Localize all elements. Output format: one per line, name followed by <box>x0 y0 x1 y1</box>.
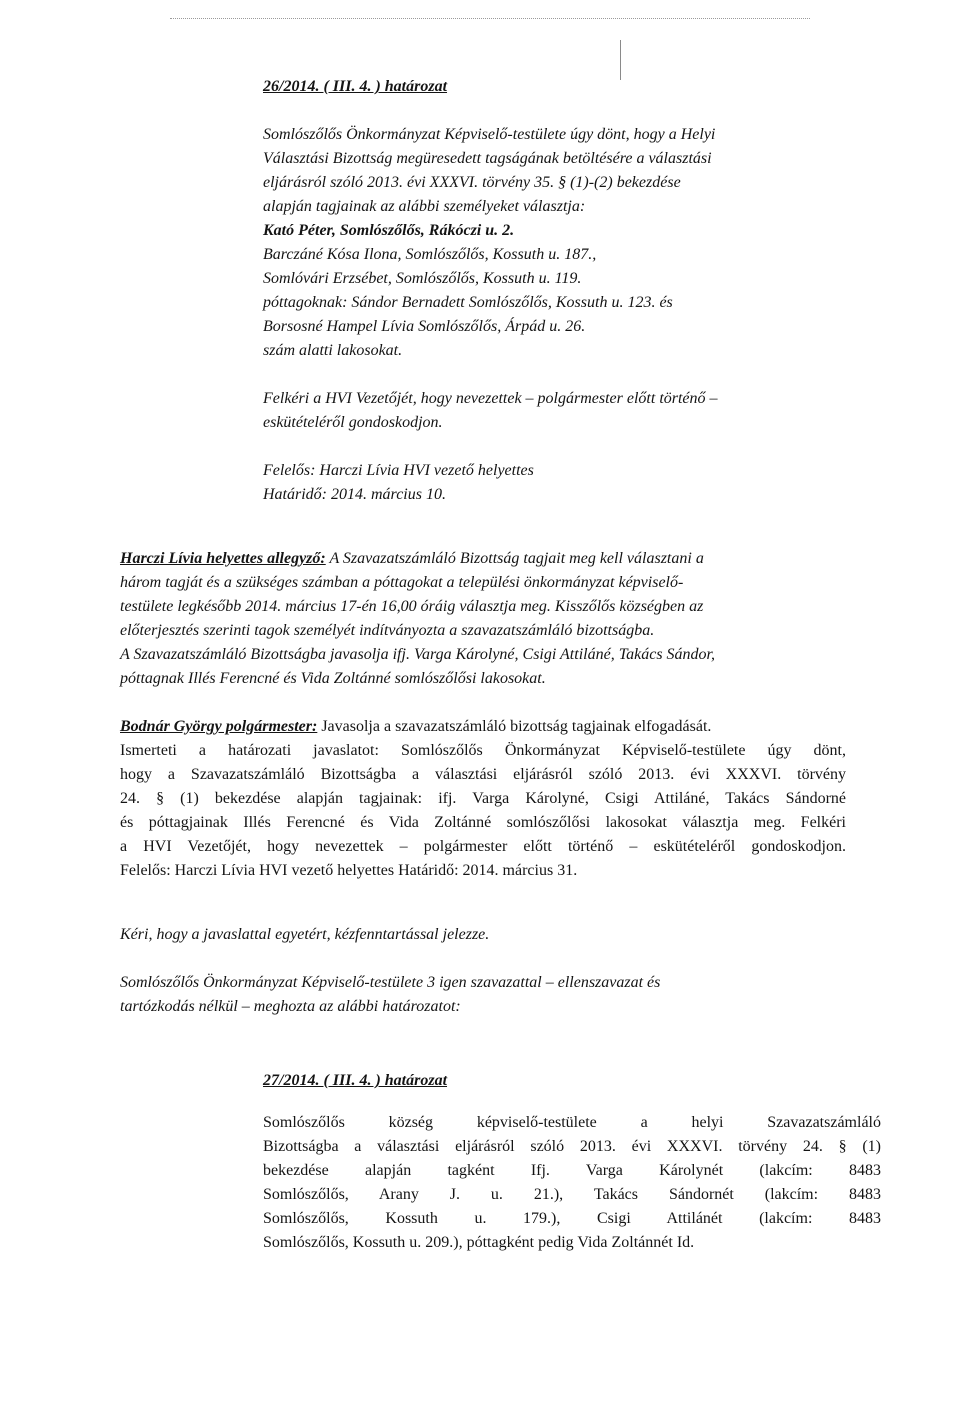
mayor-speech-line: és póttagjainak Illés Ferencné és Vida Zoltánné somlószőlősi lakosokat választja meg. Felkéri <box>120 814 846 831</box>
member-kato-peter: Kató Péter, Somlószőlős, Rákóczi u. 2. <box>263 222 515 239</box>
resolution-2-line: Bizottságba a választási eljárásról szóló 2013. évi XXXVI. törvény 24. § (1) <box>263 1138 881 1155</box>
mayor-speaker: Bodnár György polgármester: <box>120 718 318 735</box>
mayor-speech-text: Javasolja a szavazatszámláló bizottság tagjainak elfogadását. <box>317 718 712 735</box>
vote-request: Kéri, hogy a javaslattal egyetért, kézfenntartással jelezze. <box>120 926 490 943</box>
deputy-speech-text: A Szavazatszámláló Bizottság tagjait meg kell választani a <box>325 550 704 567</box>
mayor-speech-line: hogy a Szavazatszámláló Bizottságba a választási eljárásról szóló 2013. évi XXXVI. törvény <box>120 766 846 783</box>
mayor-speech-line: Ismerteti a határozati javaslatot: Somlószőlős Önkormányzat Képviselő-testülete úgy dönt, <box>120 742 846 759</box>
resolution-1-line: eljárásról szóló 2013. évi XXXVI. törvény 35. § (1)-(2) bekezdése <box>263 174 681 191</box>
resolution-1-line: Somlószőlős Önkormányzat Képviselő-testülete úgy dönt, hogy a Helyi <box>263 126 716 143</box>
resolution-1-number: 26/2014. ( III. 4. ) határozat <box>263 78 448 95</box>
deputy-speech-first-line <box>120 548 704 570</box>
deadline-line: Határidő: 2014. március 10. <box>263 486 446 503</box>
deputy-speech-line: három tagját és a szükséges számban a póttagokat a települési önkormányzat képviselő- <box>120 574 684 591</box>
resolution-2-number: 27/2014. ( III. 4. ) határozat <box>263 1072 448 1089</box>
resolution-2-line: bekezdése alapján tagként Ifj. Varga Károlynét (lakcím: 8483 <box>263 1162 881 1179</box>
deputy-speech-line: póttagnak Illés Ferencné és Vida Zoltánné somlószőlősi lakosokat. <box>120 670 546 687</box>
resolution-2-line: Somlószőlős, Kossuth u. 209.), póttagként pedig Vida Zoltánnét Id. <box>263 1234 695 1251</box>
scan-margin-mark <box>620 40 621 80</box>
scan-top-line <box>170 18 810 19</box>
deputy-speech-line: A Szavazatszámláló Bizottságba javasolja ifj. Varga Károlyné, Csigi Attiláné, Takács Sándor, <box>120 646 715 663</box>
resolution-2-line: Somlószőlős, Arany J. u. 21.), Takács Sándornét (lakcím: 8483 <box>263 1186 881 1203</box>
mayor-speech-first-line <box>120 716 711 738</box>
vote-result-line: tartózkodás nélkül – meghozta az alábbi határozatot: <box>120 998 461 1015</box>
deputy-speech-line: testülete legkésőbb 2014. március 17-én 16,00 óráig választja meg. Kisszőlős községben az <box>120 598 704 615</box>
resolution-1-line: szám alatti lakosokat. <box>263 342 403 359</box>
mayor-speech-line: a HVI Vezetőjét, hogy nevezettek – polgármester előtt történő – eskütételéről gondoskodjon. <box>120 838 846 855</box>
member-somlovari: Somlóvári Erzsébet, Somlószőlős, Kossuth u. 119. <box>263 270 582 287</box>
resolution-1-line: Választási Bizottság megüresedett tagságának betöltésére a választási <box>263 150 712 167</box>
responsible-line: Felelős: Harczi Lívia HVI vezető helyettes <box>263 462 534 479</box>
substitute-borsosne: Borsosné Hampel Lívia Somlószőlős, Árpád u. 26. <box>263 318 586 335</box>
request-line: Felkéri a HVI Vezetőjét, hogy nevezettek – polgármester előtt történő – <box>263 390 718 407</box>
resolution-1-line: alapján tagjainak az alábbi személyeket választja: <box>263 198 586 215</box>
request-line: eskütételéről gondoskodjon. <box>263 414 443 431</box>
substitute-members: póttagoknak: Sándor Bernadett Somlószőlős, Kossuth u. 123. és <box>263 294 673 311</box>
deputy-speech-line: előterjesztés szerinti tagok személyét indítványozta a szavazatszámláló bizottságba. <box>120 622 655 639</box>
resolution-2-line: Somlószőlős község képviselő-testülete a helyi Szavazatszámláló <box>263 1114 881 1131</box>
vote-result-line: Somlószőlős Önkormányzat Képviselő-testülete 3 igen szavazattal – ellenszavazat és <box>120 974 661 991</box>
deputy-speaker: Harczi Lívia helyettes allegyző: <box>120 550 326 567</box>
resolution-2-line: Somlószőlős, Kossuth u. 179.), Csigi Attilánét (lakcím: 8483 <box>263 1210 881 1227</box>
member-barczane: Barczáné Kósa Ilona, Somlószőlős, Kossuth u. 187., <box>263 246 597 263</box>
mayor-speech-line: 24. § (1) bekezdése alapján tagjainak: ifj. Varga Károlyné, Csigi Attiláné, Takács Sándorné <box>120 790 846 807</box>
mayor-speech-line: Felelős: Harczi Lívia HVI vezető helyettes Határidő: 2014. március 31. <box>120 862 578 879</box>
